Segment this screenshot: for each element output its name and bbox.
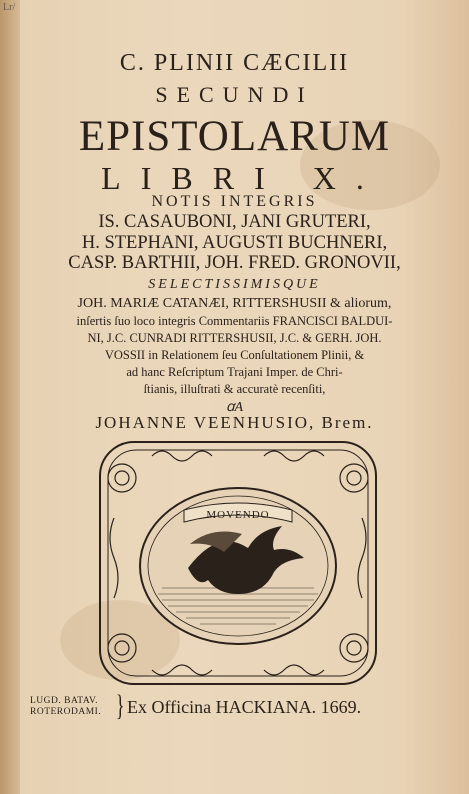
body-line-5: ad hanc Reſcriptum Trajani Imper. de Chri- — [126, 365, 343, 379]
selectissimis-line: SELECTISSIMISQUE — [148, 277, 321, 292]
commentators-line-1: IS. CASAUBONI, JANI GRUTERI, — [98, 212, 371, 232]
commentators-line-3: CASP. BARTHII, JOH. FRED. GRONOVII, — [68, 253, 401, 273]
imprint-place — [30, 696, 101, 718]
body-line-1: JOH. MARIÆ CATANÆI, RITTERSHUSII & aliorum, — [77, 296, 392, 311]
body-line-6: ſtianis, illuſtrati & accuratè recenſiti, — [143, 382, 326, 396]
author-line: C. PLINII CÆCILII — [119, 50, 350, 76]
editor-line: JOHANNE VEENHUSIO, Brem. — [95, 413, 374, 432]
ornament-mark: ꭤA — [225, 400, 244, 415]
imprint-place-1: LUGD. BATAV. — [30, 696, 98, 706]
notis-line: NOTIS INTEGRIS — [151, 193, 318, 210]
corner-mark: Lr/ — [3, 2, 16, 13]
body-line-4: VOSSII in Relationem ſeu Conſultationem Plinii, & — [104, 348, 365, 362]
body-line-2: inſertis ſuo loco integris Commentariis FRANCISCI BALDUI- — [76, 314, 393, 328]
imprint-place-2: ROTERODAMI. — [30, 707, 102, 717]
commentators-line-2: H. STEPHANI, AUGUSTI BUCHNERI, — [81, 233, 388, 253]
secundi-line: SECUNDI — [155, 82, 314, 107]
emblem-motto: MOVENDO — [206, 509, 270, 521]
imprint-text: Ex Officina HACKIANA. 1669. — [127, 697, 362, 717]
title-epistolarum: EPISTOLARUM — [78, 113, 391, 160]
printer-emblem — [92, 438, 384, 688]
imprint — [30, 689, 450, 726]
body-line-3: NI, J.C. CUNRADI RITTERSHUSII, J.C. & GERH. JOH. — [87, 331, 382, 345]
imprint-brace: } — [115, 689, 125, 722]
title-libri: LIBRI X. — [101, 160, 384, 196]
